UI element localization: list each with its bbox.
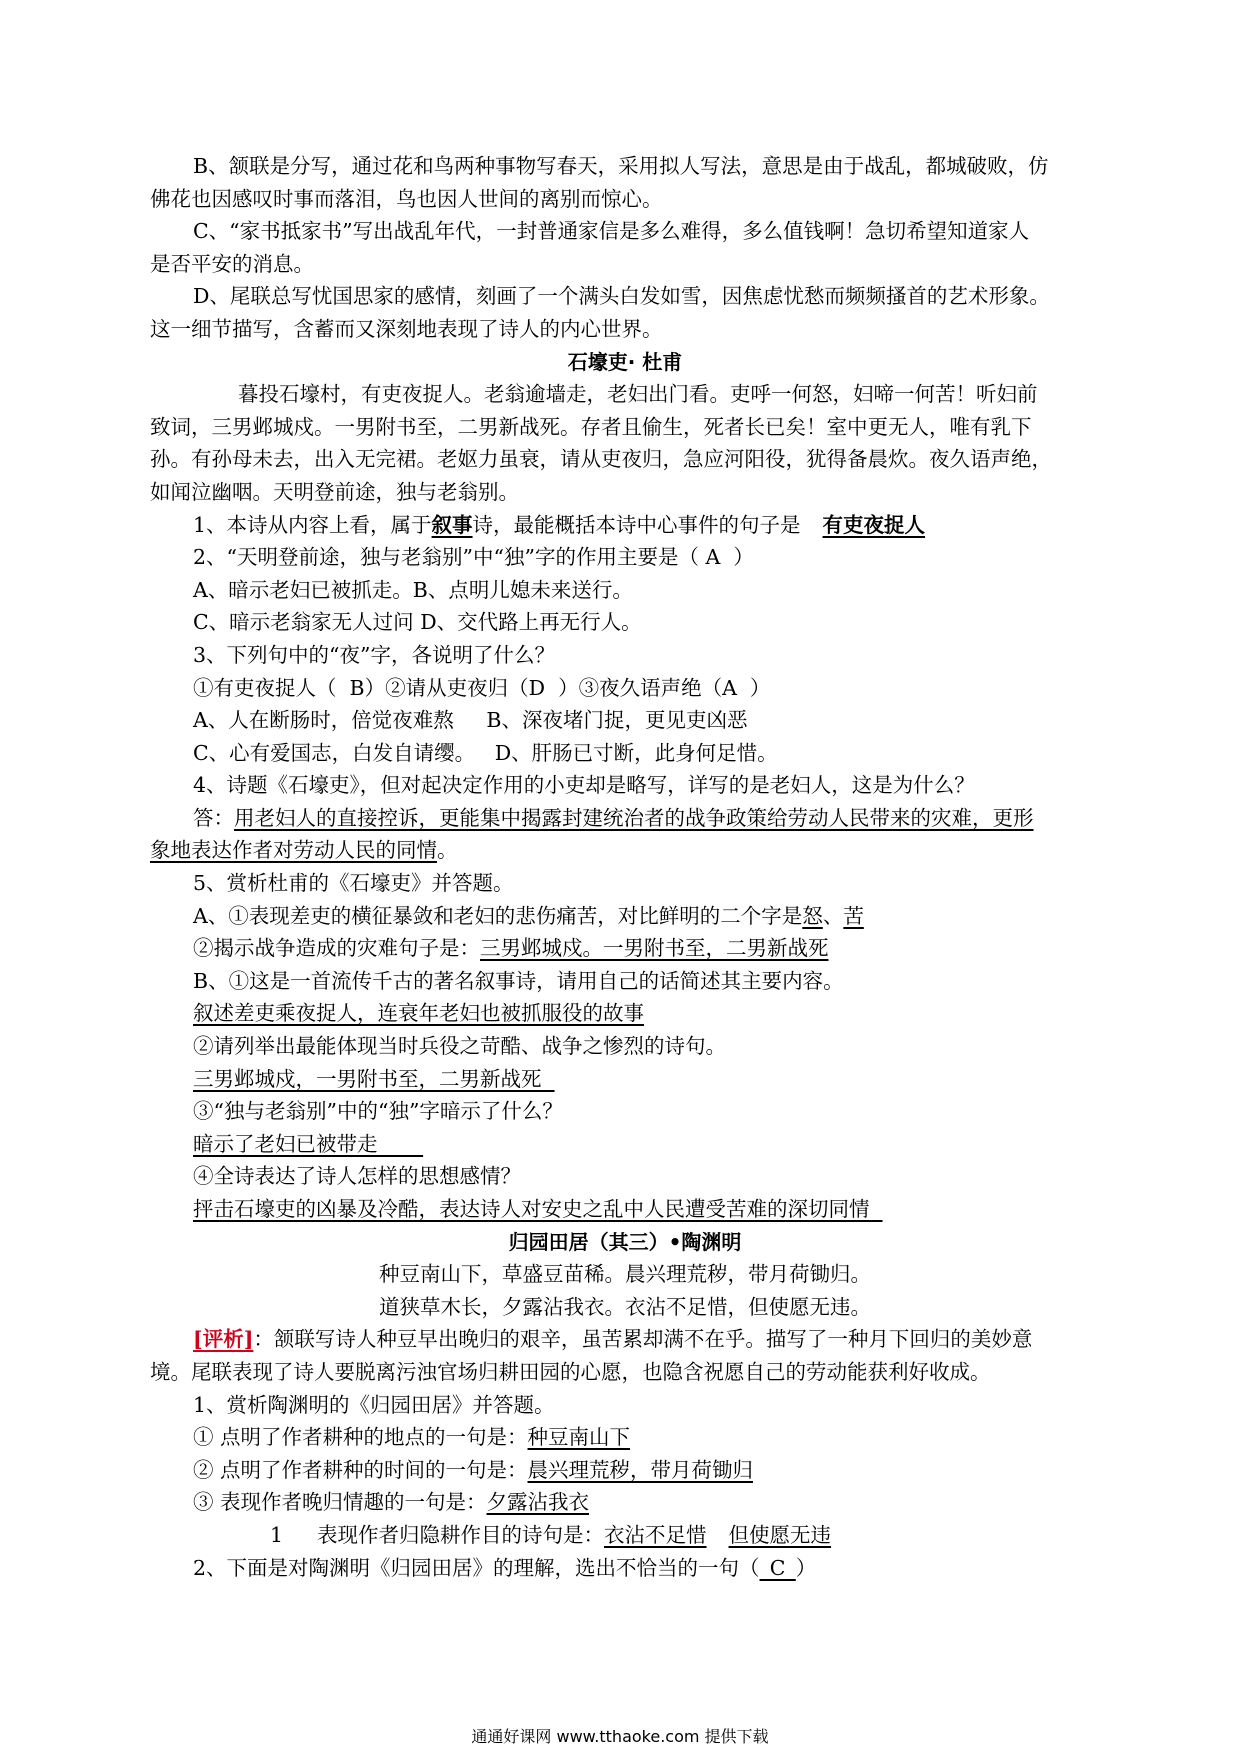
q5-a1-text: A、①表现差吏的横征暴敛和老妇的悲伤痛苦，对比鲜明的二个字是 (193, 903, 803, 928)
question-5-b4: ④全诗表达了诗人怎样的思想感情？ (193, 1164, 521, 1189)
question-3-options-ab: A、人在断肠时，倍觉夜难熬 B、深夜堵门捉，更见吏凶恶 (193, 708, 748, 733)
question-5-b1-answer (150, 997, 1100, 1030)
poem2-comment-line2: 境。尾联表现了诗人要脱离污浊官场归耕田园的心愿，也隐含祝愿自己的劳动能获利好收成。 (150, 1359, 991, 1384)
q1-4-answer-1: 衣沾不足惜 (604, 1522, 707, 1547)
q5-a1-sep: 、 (822, 903, 844, 928)
poem2-question-1-1 (150, 1421, 1100, 1454)
q5-b2-answer-text: 三男邺城戍，一男附书至，二男新战死 (193, 1066, 555, 1091)
question-5-b2: ②请列举出最能体现当时兵役之苛酷、战争之惨烈的诗句。 (193, 1034, 726, 1059)
question-4-answer-line1 (150, 802, 1100, 835)
q5-a1-answer-2: 苦 (843, 903, 864, 928)
q1-text-c: 诗，最能概括本诗中心事件的句子是 (472, 512, 801, 537)
question-5-b3: ③“独与老翁别”中的“独”字暗示了什么？ (193, 1099, 563, 1124)
poem-text-line2: 致词，三男邺城戍。一男附书至，二男新战死。存者且偷生，死者长已矣！室中更无人，唯有乳下 (150, 414, 1032, 439)
answer-label: 答： (193, 805, 234, 830)
q1-3-text: ③ 表现作者晚归情趣的一句是： (193, 1490, 487, 1515)
question-5-b4-answer (150, 1193, 1100, 1226)
q1-3-answer: 夕露沾我衣 (486, 1490, 590, 1515)
comment-label: [评析] (193, 1327, 254, 1352)
question-5: 5、赏析杜甫的《石壕吏》并答题。 (193, 871, 514, 896)
question-5-b2-answer (150, 1063, 1100, 1096)
q1-answer-genre: 叙事 (431, 512, 473, 537)
option-b-line2: 佛花也因感叹时事而落泪，鸟也因人世间的离别而惊心。 (150, 186, 663, 211)
q2-close: ） (795, 1555, 817, 1580)
poem2-question-1-3 (150, 1486, 1100, 1519)
q4-answer-part1: 用老妇人的直接控诉，更能集中揭露封建统治者的战争政策给劳动人民带来的灾难，更形 (234, 805, 1034, 830)
question-3: 3、下列句中的“夜”字，各说明了什么？ (193, 642, 556, 667)
poem-text-line4: 如闻泣幽咽。天明登前途，独与老翁别。 (150, 479, 519, 504)
question-2-options-cd: C、暗示老翁家无人过问 D、交代路上再无行人。 (193, 610, 642, 635)
question-4: 4、诗题《石壕吏》，但对起决定作用的小吏却是略写，详写的是老妇人，这是为什么？ (193, 773, 975, 798)
q2-answer: _C_ (759, 1555, 796, 1580)
q1-text-a: 1、本诗从内容上看，属于 (193, 512, 432, 537)
q1-1-answer: 种豆南山下 (527, 1425, 631, 1450)
question-2-options-ab: A、暗示老妇已被抓走。B、点明儿媳未来送行。 (193, 577, 633, 602)
q5-a1-answer-1: 怒 (802, 903, 823, 928)
q1-answer: 有吏夜捉人 (822, 512, 926, 537)
poem-text-line1: 暮投石壕村，有吏夜捉人。老翁逾墙走，老妇出门看。吏呼一何怒，妇啼一何苦！听妇前 (238, 382, 1038, 407)
question-5-a2 (150, 932, 1100, 965)
poem-title-shihaoli: 石壕吏· 杜甫 (567, 349, 683, 374)
q1-2-text: ② 点明了作者耕种的时间的一句是： (193, 1457, 528, 1482)
question-1 (150, 509, 1100, 542)
poem2-question-1-4 (150, 1519, 1100, 1552)
poem2-question-2 (150, 1552, 1100, 1585)
q4-period: 。 (437, 838, 458, 863)
q5-b1-answer-text: 叙述差吏乘夜捉人，连衰年老妇也被抓服役的故事 (193, 1001, 644, 1026)
q1-2-answer: 晨兴理荒秽，带月荷锄归 (527, 1457, 754, 1482)
q4-answer-part2: 象地表达作者对劳动人民的同情 (150, 838, 437, 863)
poem2-line1: 种豆南山下，草盛豆苗稀。晨兴理荒秽，带月荷锄归。 (379, 1262, 871, 1287)
question-2: 2、“天明登前途，独与老翁别”中“独”字的作用主要是（ A ） (193, 545, 754, 570)
q5-b3-answer-text: 暗示了老妇已被带走 (193, 1131, 424, 1156)
page-footer: 通通好课网 www.tthaoke.com 提供下载 (471, 1727, 769, 1746)
poem2-question-1: 1、赏析陶渊明的《归园田居》并答题。 (193, 1392, 555, 1417)
q1-4-text: 表现作者归隐耕作目的诗句是： (317, 1522, 605, 1547)
q1-4-answer-2: 但使愿无违 (728, 1522, 832, 1547)
poem2-comment-line1 (150, 1323, 1100, 1356)
question-5-b3-answer (150, 1128, 1100, 1161)
question-4-answer-line2 (150, 834, 1100, 867)
q5-a2-text: ②揭示战争造成的灾难句子是： (193, 936, 480, 961)
q1-4-number: 1 (270, 1522, 284, 1547)
poem-title-guiyuantianju: 归园田居（其三）•陶渊明 (508, 1229, 742, 1254)
option-c-line1: C、“家书抵家书”写出战乱年代，一封普通家信是多么难得，多么值钱啊！急切希望知道家人 (193, 219, 1030, 244)
option-d-line1: D、尾联总写忧国思家的感情，刻画了一个满头白发如雪，因焦虑忧愁而频频搔首的艺术形象。 (193, 284, 1050, 309)
poem-text-line3: 孙。有孙母未去，出入无完裙。老妪力虽衰，请从吏夜归，急应河阳役，犹得备晨炊。夜久语声绝， (150, 447, 1052, 472)
option-c-line2: 是否平安的消息。 (150, 251, 314, 276)
q5-b4-answer-text: 抨击石壕吏的凶暴及冷酷，表达诗人对安史之乱中人民遭受苦难的深切同情 (193, 1197, 883, 1221)
q5-a2-answer: 三男邺城戍。一男附书至，二男新战死 (480, 936, 829, 961)
poem2-line2: 道狭草木长，夕露沾我衣。衣沾不足惜，但使愿无违。 (379, 1294, 871, 1319)
comment-text-1: ：颔联写诗人种豆早出晚归的艰辛，虽苦累却满不在乎。描写了一种月下回归的美妙意 (253, 1327, 1033, 1352)
document-page (150, 150, 1100, 1584)
option-d-line2: 这一细节描写，含蓄而又深刻地表现了诗人的内心世界。 (150, 316, 663, 341)
question-5-b1: B、①这是一首流传千古的著名叙事诗，请用自己的话简述其主要内容。 (193, 968, 844, 993)
question-5-a1 (150, 900, 1100, 933)
q2-text: 2、下面是对陶渊明《归园田居》的理解，选出不恰当的一句（ (193, 1555, 760, 1580)
q1-1-text: ① 点明了作者耕种的地点的一句是： (193, 1425, 528, 1450)
question-3-options-cd: C、心有爱国志，白发自请缨。 D、肝肠已寸断，此身何足惜。 (193, 740, 778, 765)
option-b-line1: B、颔联是分写，通过花和鸟两种事物写春天，采用拟人写法，意思是由于战乱，都城破败，仿 (193, 154, 1049, 178)
question-3-items: ①有吏夜捉人（ B）②请从吏夜归（D ）③夜久语声绝（A ） (193, 675, 771, 700)
poem2-question-1-2 (150, 1454, 1100, 1487)
